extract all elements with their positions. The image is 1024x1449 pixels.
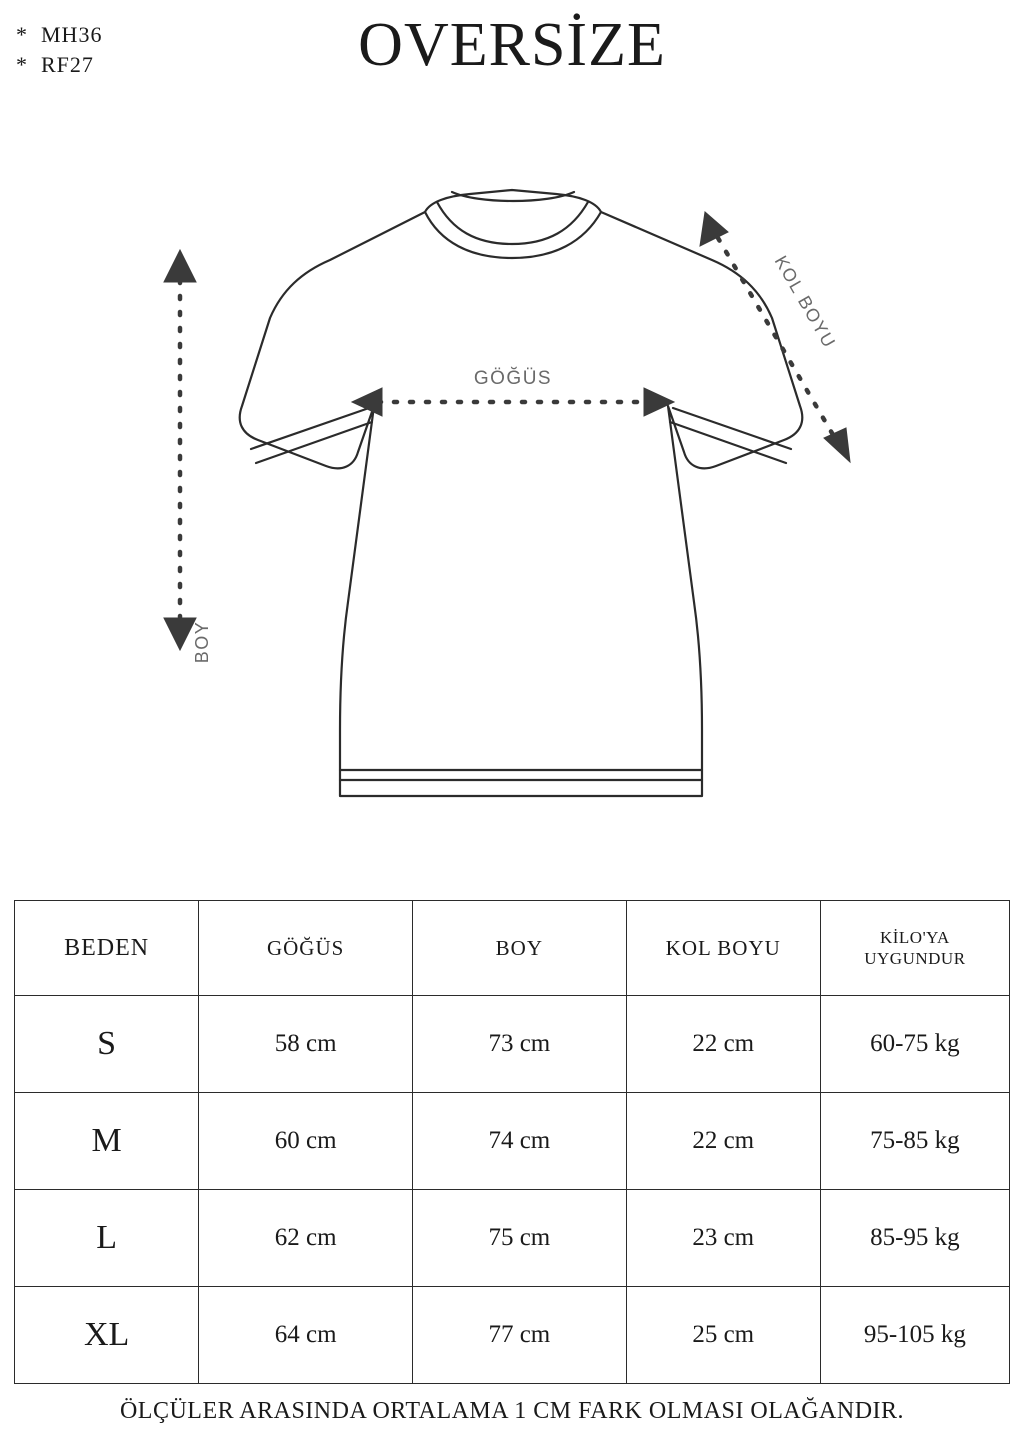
col-header-kilo bbox=[820, 901, 1009, 996]
table-row bbox=[15, 1190, 1010, 1287]
col-header-kilo-line2: UYGUNDUR bbox=[864, 949, 966, 968]
tshirt-diagram bbox=[0, 150, 1024, 890]
cell-beden: XL bbox=[15, 1287, 199, 1384]
cell-beden: S bbox=[15, 996, 199, 1093]
cell-kilo: 85-95 kg bbox=[820, 1190, 1009, 1287]
cell-gogus: 62 cm bbox=[199, 1190, 413, 1287]
cell-gogus: 64 cm bbox=[199, 1287, 413, 1384]
footnote: ÖLÇÜLER ARASINDA ORTALAMA 1 CM FARK OLMASI OLAĞANDIR. bbox=[119, 1398, 905, 1424]
col-header-boy: BOY bbox=[412, 901, 626, 996]
size-table-header bbox=[15, 901, 1010, 996]
col-header-kilo-line1: KİLO'YA bbox=[879, 927, 950, 947]
length-label: BOY bbox=[192, 620, 212, 664]
length-measure-arrow bbox=[164, 250, 196, 650]
cell-gogus: 58 cm bbox=[199, 996, 413, 1093]
cell-beden: M bbox=[15, 1093, 199, 1190]
chest-measure-arrow bbox=[352, 388, 674, 416]
tshirt-outline bbox=[240, 190, 803, 796]
cell-boy: 73 cm bbox=[412, 996, 626, 1093]
sleeve-label: KOL BOYU bbox=[770, 252, 840, 352]
product-code-1: * MH36 bbox=[16, 22, 103, 47]
col-header-beden: BEDEN bbox=[15, 901, 199, 996]
cell-kol-boyu: 25 cm bbox=[626, 1287, 820, 1384]
table-header-row bbox=[15, 901, 1010, 996]
cell-kilo: 75-85 kg bbox=[820, 1093, 1009, 1190]
size-table bbox=[14, 900, 1010, 1384]
product-code-2: * RF27 bbox=[16, 51, 94, 77]
cell-boy: 74 cm bbox=[412, 1093, 626, 1190]
size-table-body bbox=[15, 996, 1010, 1384]
cell-beden: L bbox=[15, 1190, 199, 1287]
col-header-gogus: GÖĞÜS bbox=[199, 901, 413, 996]
table-row bbox=[15, 1093, 1010, 1190]
size-table-container bbox=[14, 900, 1010, 1384]
page-title: OVERSİZE bbox=[358, 11, 666, 79]
cell-kilo: 60-75 kg bbox=[820, 996, 1009, 1093]
cell-gogus: 60 cm bbox=[199, 1093, 413, 1190]
cell-boy: 77 cm bbox=[412, 1287, 626, 1384]
chest-label: GÖĞÜS bbox=[473, 368, 553, 389]
cell-kol-boyu: 22 cm bbox=[626, 1093, 820, 1190]
cell-kol-boyu: 23 cm bbox=[626, 1190, 820, 1287]
table-row bbox=[15, 1287, 1010, 1384]
cell-kol-boyu: 22 cm bbox=[626, 996, 820, 1093]
cell-boy: 75 cm bbox=[412, 1190, 626, 1287]
cell-kilo: 95-105 kg bbox=[820, 1287, 1009, 1384]
table-row bbox=[15, 996, 1010, 1093]
col-header-kol-boyu: KOL BOYU bbox=[626, 901, 820, 996]
